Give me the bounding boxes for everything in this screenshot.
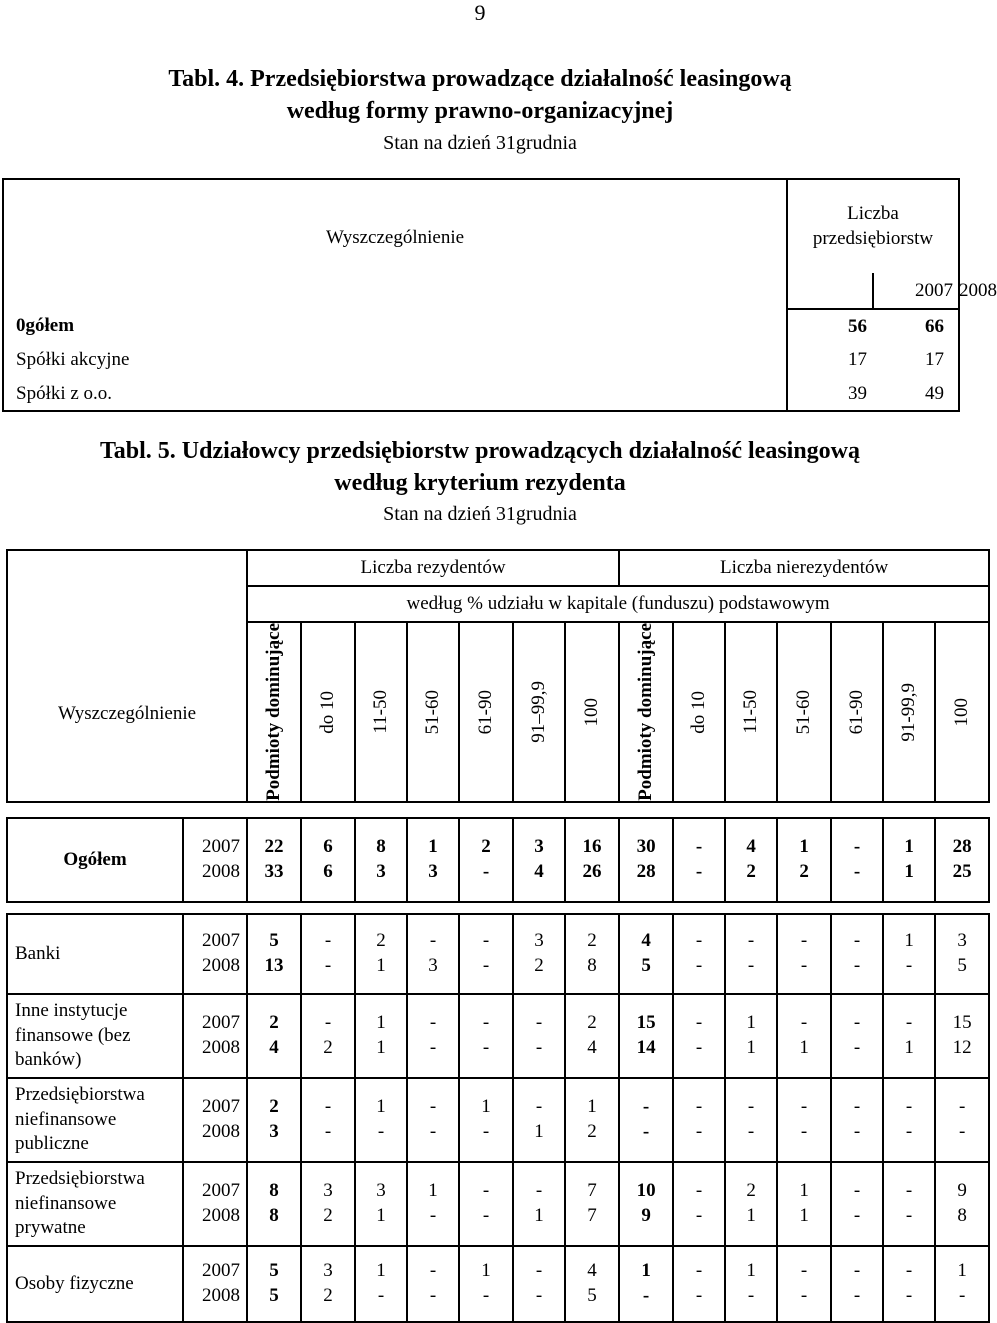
table5-row (7, 994, 989, 1078)
table5-cell: - - (777, 914, 831, 994)
table5-row-label: Banki (7, 914, 183, 994)
table5-cell: 22 33 (247, 818, 301, 902)
table5-cell: 4 2 (725, 818, 777, 902)
table5-cell: 10 9 (619, 1162, 673, 1246)
table5-cell: - 1 (513, 1162, 565, 1246)
table5-cell: 1 2 (565, 1078, 619, 1162)
table5-cell: - 1 (513, 1078, 565, 1162)
table5-subtitle: Stan na dzień 31grudnia (383, 503, 577, 525)
table5-cell: 1 - (459, 1246, 513, 1322)
table5-cell: - - (673, 914, 725, 994)
table5-cell: - - (673, 1078, 725, 1162)
table4-value-2007: 56 (787, 309, 873, 343)
table4-value-2008: 49 (873, 377, 959, 411)
table5-cell: 15 12 (935, 994, 989, 1078)
table5-cell: 8 3 (355, 818, 407, 902)
table5-row-years: 2007 2008 (183, 818, 247, 902)
table5-cell: 3 4 (513, 818, 565, 902)
table5-cell: 3 1 (355, 1162, 407, 1246)
table5-cell: - - (619, 1078, 673, 1162)
table5-cell: - - (831, 818, 883, 902)
table5-cell: - - (725, 1078, 777, 1162)
table5-cell: 5 13 (247, 914, 301, 994)
table4-title-line2: według formy prawno-organizacyjnej (286, 98, 674, 124)
table5-row-label: Inne instytucje finansowe (bez banków) (7, 994, 183, 1078)
table5-cell: 4 5 (619, 914, 673, 994)
table5-row-years: 2007 2008 (183, 1246, 247, 1322)
table5-cell: 15 14 (619, 994, 673, 1078)
table5-column-header: 91–99,9 (513, 622, 565, 802)
table5-cell: - - (513, 994, 565, 1078)
table5-row-years: 2007 2008 (183, 914, 247, 994)
table5-cell: - - (883, 1162, 935, 1246)
table5-row-years: 2007 2008 (183, 1078, 247, 1162)
table5-nonresidents: Liczba nierezydentów (619, 550, 989, 586)
table5-column-header: 61-90 (459, 622, 513, 802)
table5-cell: 5 5 (247, 1246, 301, 1322)
table5-column-header: Podmioty dominujące (619, 622, 673, 802)
table5-cell: - 1 (777, 994, 831, 1078)
table5-cell: 1 2 (777, 818, 831, 902)
table5-cell: 6 6 (301, 818, 355, 902)
table5-cell: - - (883, 1246, 935, 1322)
table5-cell: 28 25 (935, 818, 989, 902)
table5-cell: 1 - (619, 1246, 673, 1322)
table5-cell: 3 5 (935, 914, 989, 994)
table5-cell: - - (407, 1078, 459, 1162)
table5-header-label: Wyszczególnienie (7, 550, 247, 802)
page-number: 9 (474, 0, 486, 25)
table5-cell: 2 3 (247, 1078, 301, 1162)
table5-cell: 4 5 (565, 1246, 619, 1322)
table5-cell: - 2 (301, 994, 355, 1078)
table5-column-header: 100 (565, 622, 619, 802)
table5-cell: - - (407, 1246, 459, 1322)
table5-cell: - - (831, 994, 883, 1078)
table5-cell: 1 - (355, 1246, 407, 1322)
table5-cell: 1 - (407, 1162, 459, 1246)
table5-row-label: Ogółem (7, 818, 183, 902)
table5-cell: 2 4 (565, 994, 619, 1078)
table5-cell: - - (831, 914, 883, 994)
table5-column-header: 61-90 (831, 622, 883, 802)
table5-row (7, 914, 989, 994)
table4-row-label: Spółki akcyjne (3, 343, 787, 377)
table5-row-label: Osoby fizyczne (7, 1246, 183, 1322)
table4-year1: 2007 (873, 273, 959, 309)
table5-cell: 3 2 (513, 914, 565, 994)
table5-cell: 30 28 (619, 818, 673, 902)
table5-column-header: do 10 (673, 622, 725, 802)
table5-cell: - - (777, 1078, 831, 1162)
table5 (6, 549, 990, 1323)
table4-value-2007: 39 (787, 377, 873, 411)
table5-cell: 3 2 (301, 1162, 355, 1246)
table4-row-label: Spółki z o.o. (3, 377, 787, 411)
table5-column-header: 51-60 (777, 622, 831, 802)
table5-row-years: 2007 2008 (183, 994, 247, 1078)
table5-title-line2: według kryterium rezydenta (334, 470, 626, 496)
table5-column-header: 51-60 (407, 622, 459, 802)
table5-cell: 16 26 (565, 818, 619, 902)
table5-cell: - - (407, 994, 459, 1078)
table5-cell: - - (831, 1078, 883, 1162)
table5-column-header: 11-50 (355, 622, 407, 802)
table4-row (3, 343, 959, 377)
table4-value-2008: 17 (873, 343, 959, 377)
table5-cell: - - (301, 1078, 355, 1162)
table5-cell: 8 8 (247, 1162, 301, 1246)
table5-cell: - 3 (407, 914, 459, 994)
table5-cell: 9 8 (935, 1162, 989, 1246)
table4-header-blank (787, 273, 873, 309)
table5-cell: - 1 (883, 994, 935, 1078)
table5-row (7, 1162, 989, 1246)
table4-subtitle: Stan na dzień 31grudnia (383, 132, 577, 154)
table4-title-line1: Tabl. 4. Przedsiębiorstwa prowadzące działalność leasingową (168, 66, 792, 92)
table5-cell: 1 - (355, 1078, 407, 1162)
table5-cell: - - (725, 914, 777, 994)
table5-cell: - - (459, 1162, 513, 1246)
table4-row (3, 377, 959, 411)
table5-row (7, 1078, 989, 1162)
table5-column-header: 100 (935, 622, 989, 802)
table5-cell: 1 1 (883, 818, 935, 902)
table5-cell: - - (673, 994, 725, 1078)
table5-cell: 2 1 (355, 914, 407, 994)
table5-cell: 2 - (459, 818, 513, 902)
table5-row-label: Przedsiębiorstwa niefinansowe prywatne (7, 1162, 183, 1246)
table5-cell: - - (673, 818, 725, 902)
table5-residents: Liczba rezydentów (247, 550, 619, 586)
table5-title-line1: Tabl. 5. Udziałowcy przedsiębiorstw prowadzących działalność leasingową (99, 438, 861, 464)
table5-cell: - - (673, 1246, 725, 1322)
table5-share-caption: według % udziału w kapitale (funduszu) podstawowym (247, 586, 989, 622)
table5-cell: 2 4 (247, 994, 301, 1078)
table5-cell: 1 - (459, 1078, 513, 1162)
table5-cell: 2 8 (565, 914, 619, 994)
table5-cell: 3 2 (301, 1246, 355, 1322)
table5-cell: - - (935, 1078, 989, 1162)
table5-cell: - - (459, 994, 513, 1078)
table4-row-label: 0gółem (3, 309, 787, 343)
table5-cell: 1 - (725, 1246, 777, 1322)
table5-column-header: Podmioty dominujące (247, 622, 301, 802)
table4-value-2007: 17 (787, 343, 873, 377)
table4-header-count: Liczba przedsiębiorstw (787, 179, 959, 273)
table4-value-2008: 66 (873, 309, 959, 343)
table5-cell: 1 1 (777, 1162, 831, 1246)
table5-column-header: 91-99,9 (883, 622, 935, 802)
table5-cell: 1 - (883, 914, 935, 994)
table5-row-label: Przedsiębiorstwa niefinansowe publiczne (7, 1078, 183, 1162)
table5-cell: 1 - (935, 1246, 989, 1322)
table5-cell: - - (883, 1078, 935, 1162)
table5-row (7, 818, 989, 902)
table5-cell: - - (459, 914, 513, 994)
table5-column-header: do 10 (301, 622, 355, 802)
table5-row-years: 2007 2008 (183, 1162, 247, 1246)
table5-cell: - - (831, 1246, 883, 1322)
table4-header-label: Wyszczególnienie (3, 179, 787, 309)
table5-cell: - - (513, 1246, 565, 1322)
table5-cell: - - (301, 914, 355, 994)
table4: Wyszczególnienie Liczba przedsiębiorstw 2007 2008 0gółem 56 66 Spółki akcyjne 17 17 Spółki z o.o. 39 49 (2, 178, 960, 412)
table5-cell: - - (673, 1162, 725, 1246)
table5-column-header: 11-50 (725, 622, 777, 802)
table5-cell: 1 1 (355, 994, 407, 1078)
table5-cell: - - (777, 1246, 831, 1322)
table5-row (7, 1246, 989, 1322)
table5-cell: 1 1 (725, 994, 777, 1078)
table4-row (3, 309, 959, 343)
table5-cell: - - (831, 1162, 883, 1246)
table5-cell: 1 3 (407, 818, 459, 902)
table5-cell: 2 1 (725, 1162, 777, 1246)
table5-cell: 7 7 (565, 1162, 619, 1246)
